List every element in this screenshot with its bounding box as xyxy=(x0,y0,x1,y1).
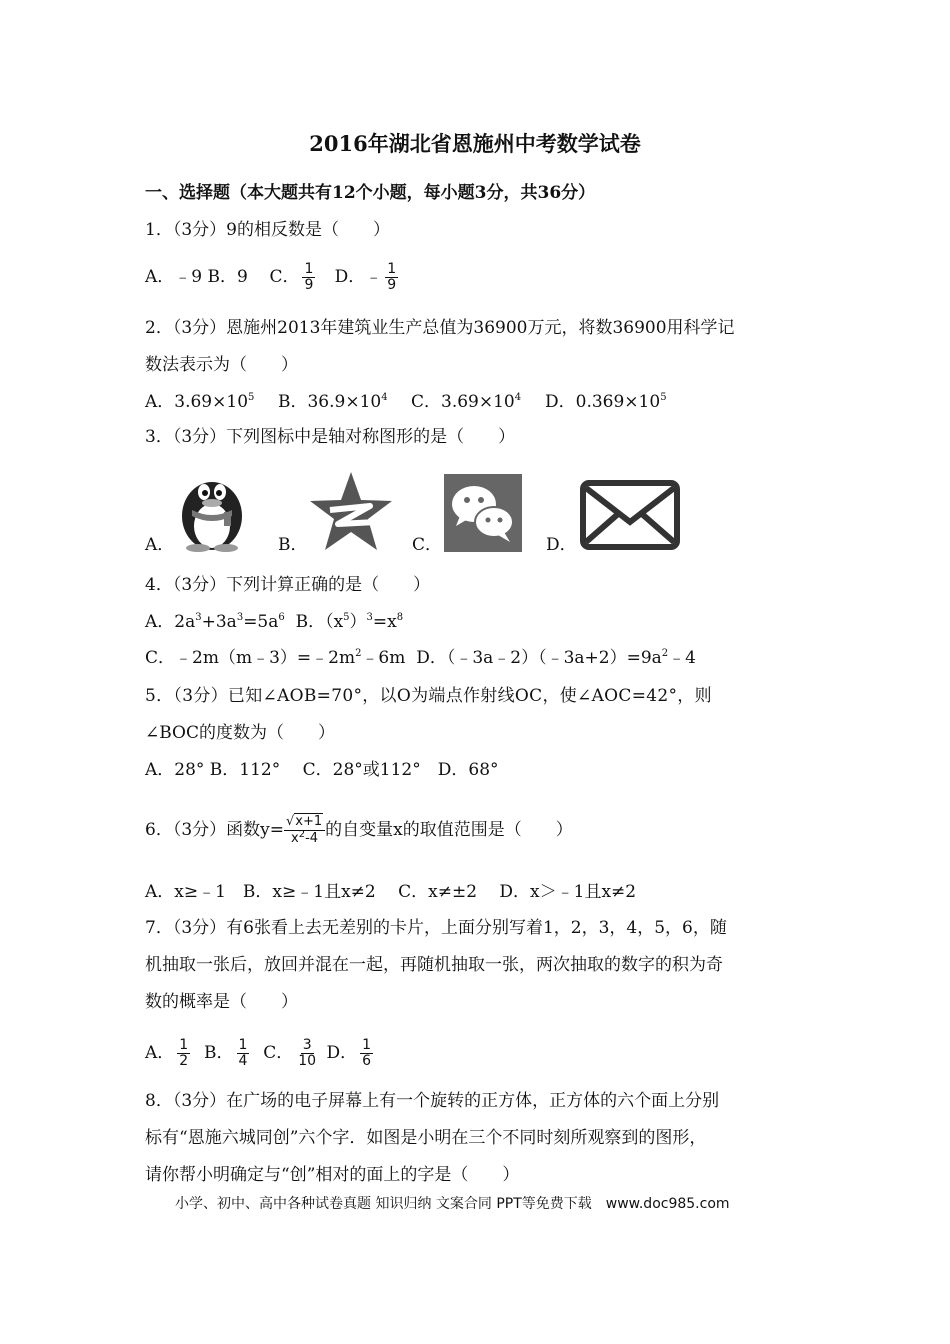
q2-option-d: D．$0.369\times 10^5$ xyxy=(545,392,667,412)
q1-c-fraction: $\frac{1}{9}$ xyxy=(304,261,314,293)
section-heading: 一、选择题（本大题共有12个小题，每小题3分，共36分） xyxy=(145,183,596,203)
q2-option-a: A．$3.69\times 10^5$ xyxy=(145,392,255,412)
q5-stem-1: 5．（3分）已知∠AOB=70°，以O为端点作射线OC，使∠AOC=42°，则 xyxy=(145,686,712,706)
penguin-icon xyxy=(172,468,252,552)
q8-stem-2: 标有“恩施六城同创”六个字．如图是小明在三个不同时刻所观察到的图形， xyxy=(145,1128,707,1148)
q5-stem-2: ∠BOC的度数为（ ） xyxy=(145,723,335,743)
q6-fraction: $\frac{√x+1}{x^2-4}$ xyxy=(284,814,325,847)
q7-stem-2: 机抽取一张后，放回并混在一起，再随机抽取一张，两次抽取的数字的积为奇 xyxy=(145,955,723,975)
q6-options: A．x≥﹣1 B．x≥﹣1且x≠2 C．x≠±2 D．x＞﹣1且x≠2 xyxy=(145,882,637,902)
q1-d-fraction: $\frac{1}{9}$ xyxy=(387,261,397,293)
q2-option-b: B．$36.9\times 10^4$ xyxy=(278,392,388,412)
q1-options: A．﹣9 B．9 C． $\frac{1}{9}$ D．﹣ $\frac{1}{9}$ xyxy=(145,261,397,293)
wechat-icon xyxy=(444,474,522,552)
footer-watermark: 小学、初中、高中各种试卷真题 知识归纳 文案合同 PPT等免费下载 www.doc985.com xyxy=(175,1196,730,1212)
q2-option-c: C．$3.69\times 10^4$ xyxy=(411,392,522,412)
q4-stem: 4．（3分）下列计算正确的是（ ） xyxy=(145,575,431,595)
q4-options-ab: A．$2a^3+3a^3=5a^6$ B．$(x^5)^3=x^8$ xyxy=(145,612,404,632)
q2-stem-2: 数法表示为（ ） xyxy=(145,355,298,375)
q3-stem: 3．（3分）下列图标中是轴对称图形的是（ ） xyxy=(145,427,516,447)
q2-stem-1: 2．（3分）恩施州2013年建筑业生产总值为36900万元，将数36900用科学记 xyxy=(145,318,735,338)
q7-options: A． $\frac{1}{2}$ B． $\frac{1}{4}$ C． $\frac{3}{10}$ D． $\frac{1}{6}$ xyxy=(145,1037,372,1069)
page-title: 2016年湖北省恩施州中考数学试卷 xyxy=(309,131,641,156)
qzone-star-icon xyxy=(308,470,394,552)
q1-stem: 1．（3分）9的相反数是（ ） xyxy=(145,220,390,240)
q8-stem-1: 8．（3分）在广场的电子屏幕上有一个旋转的正方体，正方体的六个面上分别 xyxy=(145,1091,720,1111)
envelope-icon xyxy=(580,480,680,550)
q7-stem-3: 数的概率是（ ） xyxy=(145,992,298,1012)
q3-label-d: D． xyxy=(546,535,577,555)
q3-label-c: C． xyxy=(412,535,443,555)
q6-stem: 6．（3分）函数y= $\frac{√x+1}{x^2-4}$ 的自变量x的取值范围是（ ） xyxy=(145,814,573,846)
q4-options-cd: C．$﹣2m(m﹣3)=﹣2m^2﹣6m$ D．$(﹣3a﹣2)(﹣3a+2)=9a^2﹣4$ xyxy=(145,648,696,668)
q3-label-b: B． xyxy=(278,535,308,555)
q7-stem-1: 7．（3分）有6张看上去无差别的卡片，上面分别写着1，2，3，4，5，6，随 xyxy=(145,918,727,938)
q5-options: A．28° B．112° C．28°或112° D．68° xyxy=(145,760,499,780)
q8-stem-3: 请你帮小明确定与“创”相对的面上的字是（ ） xyxy=(145,1165,520,1185)
q3-label-a: A． xyxy=(145,535,175,555)
